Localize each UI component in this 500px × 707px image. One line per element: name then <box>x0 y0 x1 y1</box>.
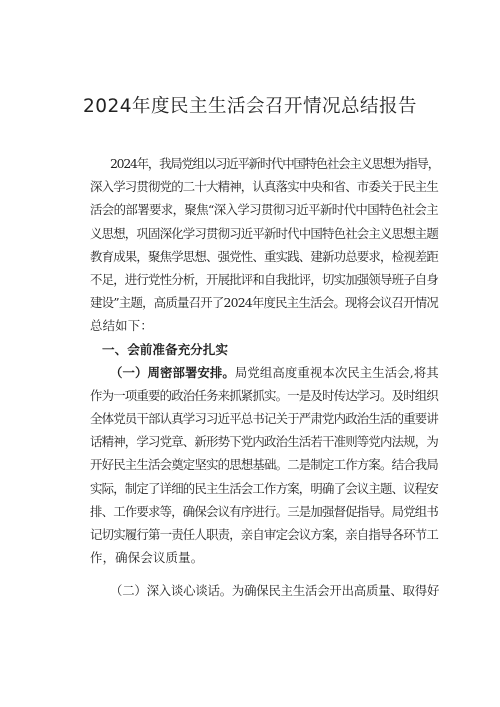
intro-line: 总结如下： <box>90 318 153 334</box>
intro-line: 活会的部署要求，聚焦“深入学习贯彻习近平新时代中国特色社会主 <box>90 202 438 218</box>
body-line: 开好民主生活会奠定坚实的思想基础。二是制定工作方案。结合我局 <box>90 457 438 473</box>
subsection-text: 局党组高度重视本次民主生活会,将其 <box>234 364 439 380</box>
body-line: 实际，制定了详细的民主生活会工作方案，明确了会议主题、议程安 <box>90 480 438 496</box>
paragraph-gap <box>90 569 438 579</box>
intro-line: 2024年，我局党组以习近平新时代中国特色社会主义思想为指导， <box>110 156 439 171</box>
body-line: 话精神，学习党章、新形势下党内政治生活若干准则等党内法规，为 <box>90 434 438 450</box>
section-heading: 一、会前准备充分扎实 <box>102 341 228 357</box>
body-line: 作，确保会议质量。 <box>90 550 204 566</box>
document-body <box>90 152 438 603</box>
body-line: 作为一项重要的政治任务来抓紧抓实。一是及时传达学习。及时组织 <box>90 387 438 403</box>
intro-line: 义思想，巩固深化学习贯彻习近平新时代中国特色社会主义思想主题 <box>90 225 438 241</box>
intro-line: 建设”主题，高质量召开了2024年度民主生活会。现将会议召开情况 <box>90 295 438 311</box>
intro-line: 不足，进行党性分析，开展批评和自我批评，切实加强领导班子自身 <box>90 271 438 287</box>
intro-line: 教育成果，聚焦学思想、强党性、重实践、建新功总要求，检视差距 <box>90 248 438 264</box>
subsection-first-line <box>90 361 438 384</box>
body-line: 全体党员干部认真学习习近平总书记关于严肃党内政治生活的重要讲 <box>90 411 438 427</box>
subsection-title: （一）周密部署安排。 <box>110 364 235 380</box>
body-line: 排、工作要求等，确保会议有序进行。三是加强督促指导。局党组书 <box>90 503 438 519</box>
document-title: 2024年度民主生活会召开情况总结报告 <box>82 96 418 117</box>
body-line: 记切实履行第一责任人职责，亲自审定会议方案，亲自指导各环节工 <box>90 527 438 542</box>
subsection-first-line: （二）深入谈心谈话。为确保民主生活会开出高质量、取得好 <box>110 583 440 599</box>
intro-line: 深入学习贯彻党的二十大精神，认真落实中央和省、市委关于民主生 <box>90 179 438 195</box>
